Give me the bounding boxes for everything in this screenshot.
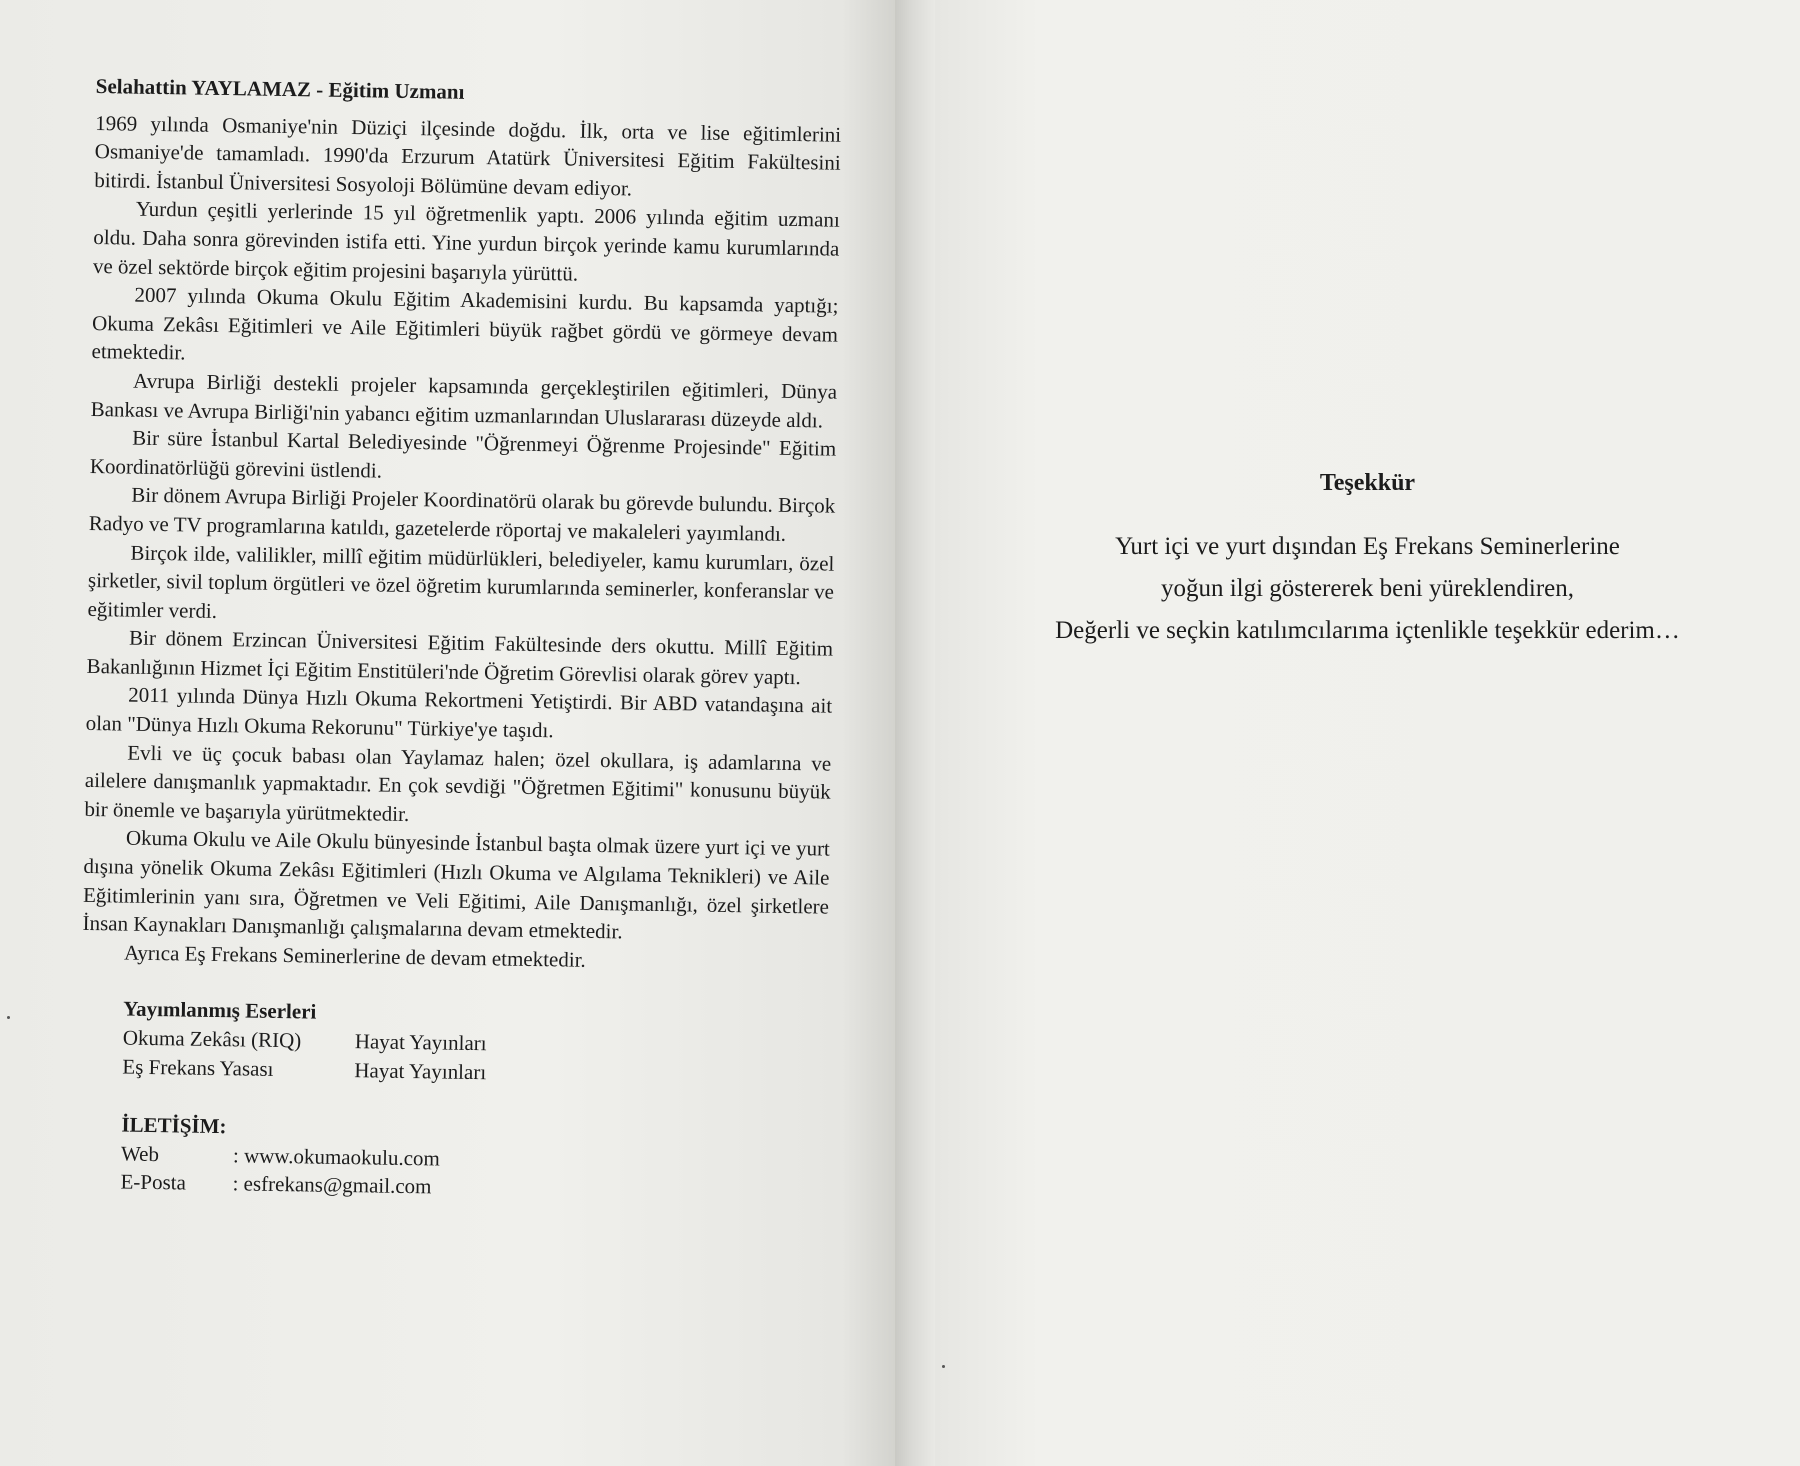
bio-paragraph: Evli ve üç çocuk babası olan Yaylamaz halen; özel okullara, iş adamlarına ve ailelere danışmanlık yapmaktadır. En çok sevdiği "Öğretmen Eğitimi" konusunu büyük bir önemle ve başarıyla yürütmektedir. [84, 740, 832, 826]
published-works [80, 994, 827, 1091]
work-publisher: Hayat Yayınları [354, 1029, 487, 1056]
bio-title: Selahattin YAYLAMAZ - Eğitim Uzmanı [95, 73, 465, 104]
paper-speck [7, 1016, 10, 1019]
contact-web-value: : www.okumaokulu.com [232, 1143, 441, 1171]
bio-paragraph: Okuma Okulu ve Aile Okulu bünyesinde İstanbul başta olmak üzere yurt içi ve yurt dışına yönelik Okuma Zekâsı Eğitimleri (Hızlı Okuma ve Algılama Teknikleri) ve Aile Eğitimlerinin yanı sıra, Öğretmen ve Veli Eğitimi, Aile Danışmanlığı, özel şirketlere İnsan Kaynakları Danışmanlığı çalışmalarına devam etmektedir. [82, 826, 831, 944]
contact-label: E-Posta [120, 1169, 187, 1195]
bio-paragraph: 2011 yılında Dünya Hızlı Okuma Rekortmeni Yetiştirdi. Bir ABD vatandaşına ait olan "Dünya Hızlı Okuma Rekorunu" Türkiye'ye taşıdı. [85, 683, 833, 743]
work-title: Eş Frekans Yasası [122, 1054, 274, 1081]
bio-paragraph: Birçok ilde, valilikler, millî eğitim müdürlükleri, belediyeler, kamu kurumları, özel şirketler, sivil toplum örgütleri ve özel öğretim kurumlarında seminerler, konferanslar ve eğitimler verdi. [87, 540, 835, 623]
paper-speck [942, 1365, 945, 1368]
work-publisher: Hayat Yayınları [354, 1057, 487, 1084]
works-heading: Yayımlanmış Eserleri [123, 996, 317, 1024]
acknowledgement [935, 462, 1800, 652]
contact-email-value: : esfrekans@gmail.com [232, 1171, 432, 1199]
bio-paragraph: 2007 yılında Okuma Okulu Eğitim Akademisini kurdu. Bu kapsamda yaptığı; Okuma Zekâsı Eğitimleri ve Aile Eğitimleri büyük rağbet gördü ve görmeye devam etmektedir. [91, 282, 839, 365]
right-page [935, 0, 1800, 1466]
bio-paragraph: Bir süre İstanbul Kartal Belediyesinde "Öğrenmeyi Öğrenme Projesinde" Eğitim Koordinatörlüğü görevini üstlendi. [89, 425, 837, 483]
bio-paragraph: Avrupa Birliği destekli projeler kapsamında gerçekleştirilen eğitimleri, Dünya Bankası ve Avrupa Birliği'nin yabancı eğitim uzmanlarından Uluslararası düzeyde aldı. [90, 368, 838, 432]
bio-paragraph: Bir dönem Avrupa Birliği Projeler Koordinatörü olarak bu görevde bulundu. Birçok Radyo ve TV programlarına katıldı, gazetelerde röportaj ve makaleleri yayımlandı. [88, 482, 836, 546]
bio-paragraph: 1969 yılında Osmaniye'nin Düziçi ilçesinde doğdu. İlk, orta ve lise eğitimlerini Osmaniye'de tamamladı. 1990'da Erzurum Atatürk Üniversitesi Eğitim Fakültesini bitirdi. İstanbul Üniversitesi Sosyoloji Bölümüne devam ediyor. [94, 110, 842, 201]
bio-paragraph: Bir dönem Erzincan Üniversitesi Eğitim Fakültesinde ders okuttu. Millî Eğitim Bakanlığının Hizmet İçi Eğitim Enstitüleri'nde Öğretim Görevlisi olarak görev yaptı. [86, 625, 834, 690]
work-title: Okuma Zekâsı (RIQ) [122, 1025, 302, 1053]
bio-paragraph: Ayrıca Eş Frekans Seminerlerine de devam etmektedir. [123, 940, 586, 972]
contact-section [78, 1110, 825, 1207]
acknowledgement-line: yoğun ilgi göstererek beni yüreklendiren, [1160, 575, 1575, 602]
acknowledgement-line: Değerli ve seçkin katılımcılarıma içtenlikle teşekkür ederim… [1055, 617, 1680, 644]
bio-paragraph: Yurdun çeşitli yerlerinde 15 yıl öğretmenlik yaptı. 2006 yılında eğitim uzmanı oldu. Daha sonra görevinden istifa etti. Yine yurdun birçok yerinde kamu kurumlarında ve özel sektörde birçok eğitim projesini başarıyla yürüttü. [92, 197, 840, 286]
author-bio [78, 72, 842, 1208]
acknowledgement-line: Yurt içi ve yurt dışından Eş Frekans Seminerlerine [1115, 533, 1620, 560]
book-gutter [895, 0, 935, 1466]
contact-label: Web [120, 1141, 160, 1166]
acknowledgement-title: Teşekkür [1319, 470, 1416, 496]
contact-heading: İLETİŞİM: [121, 1112, 227, 1139]
